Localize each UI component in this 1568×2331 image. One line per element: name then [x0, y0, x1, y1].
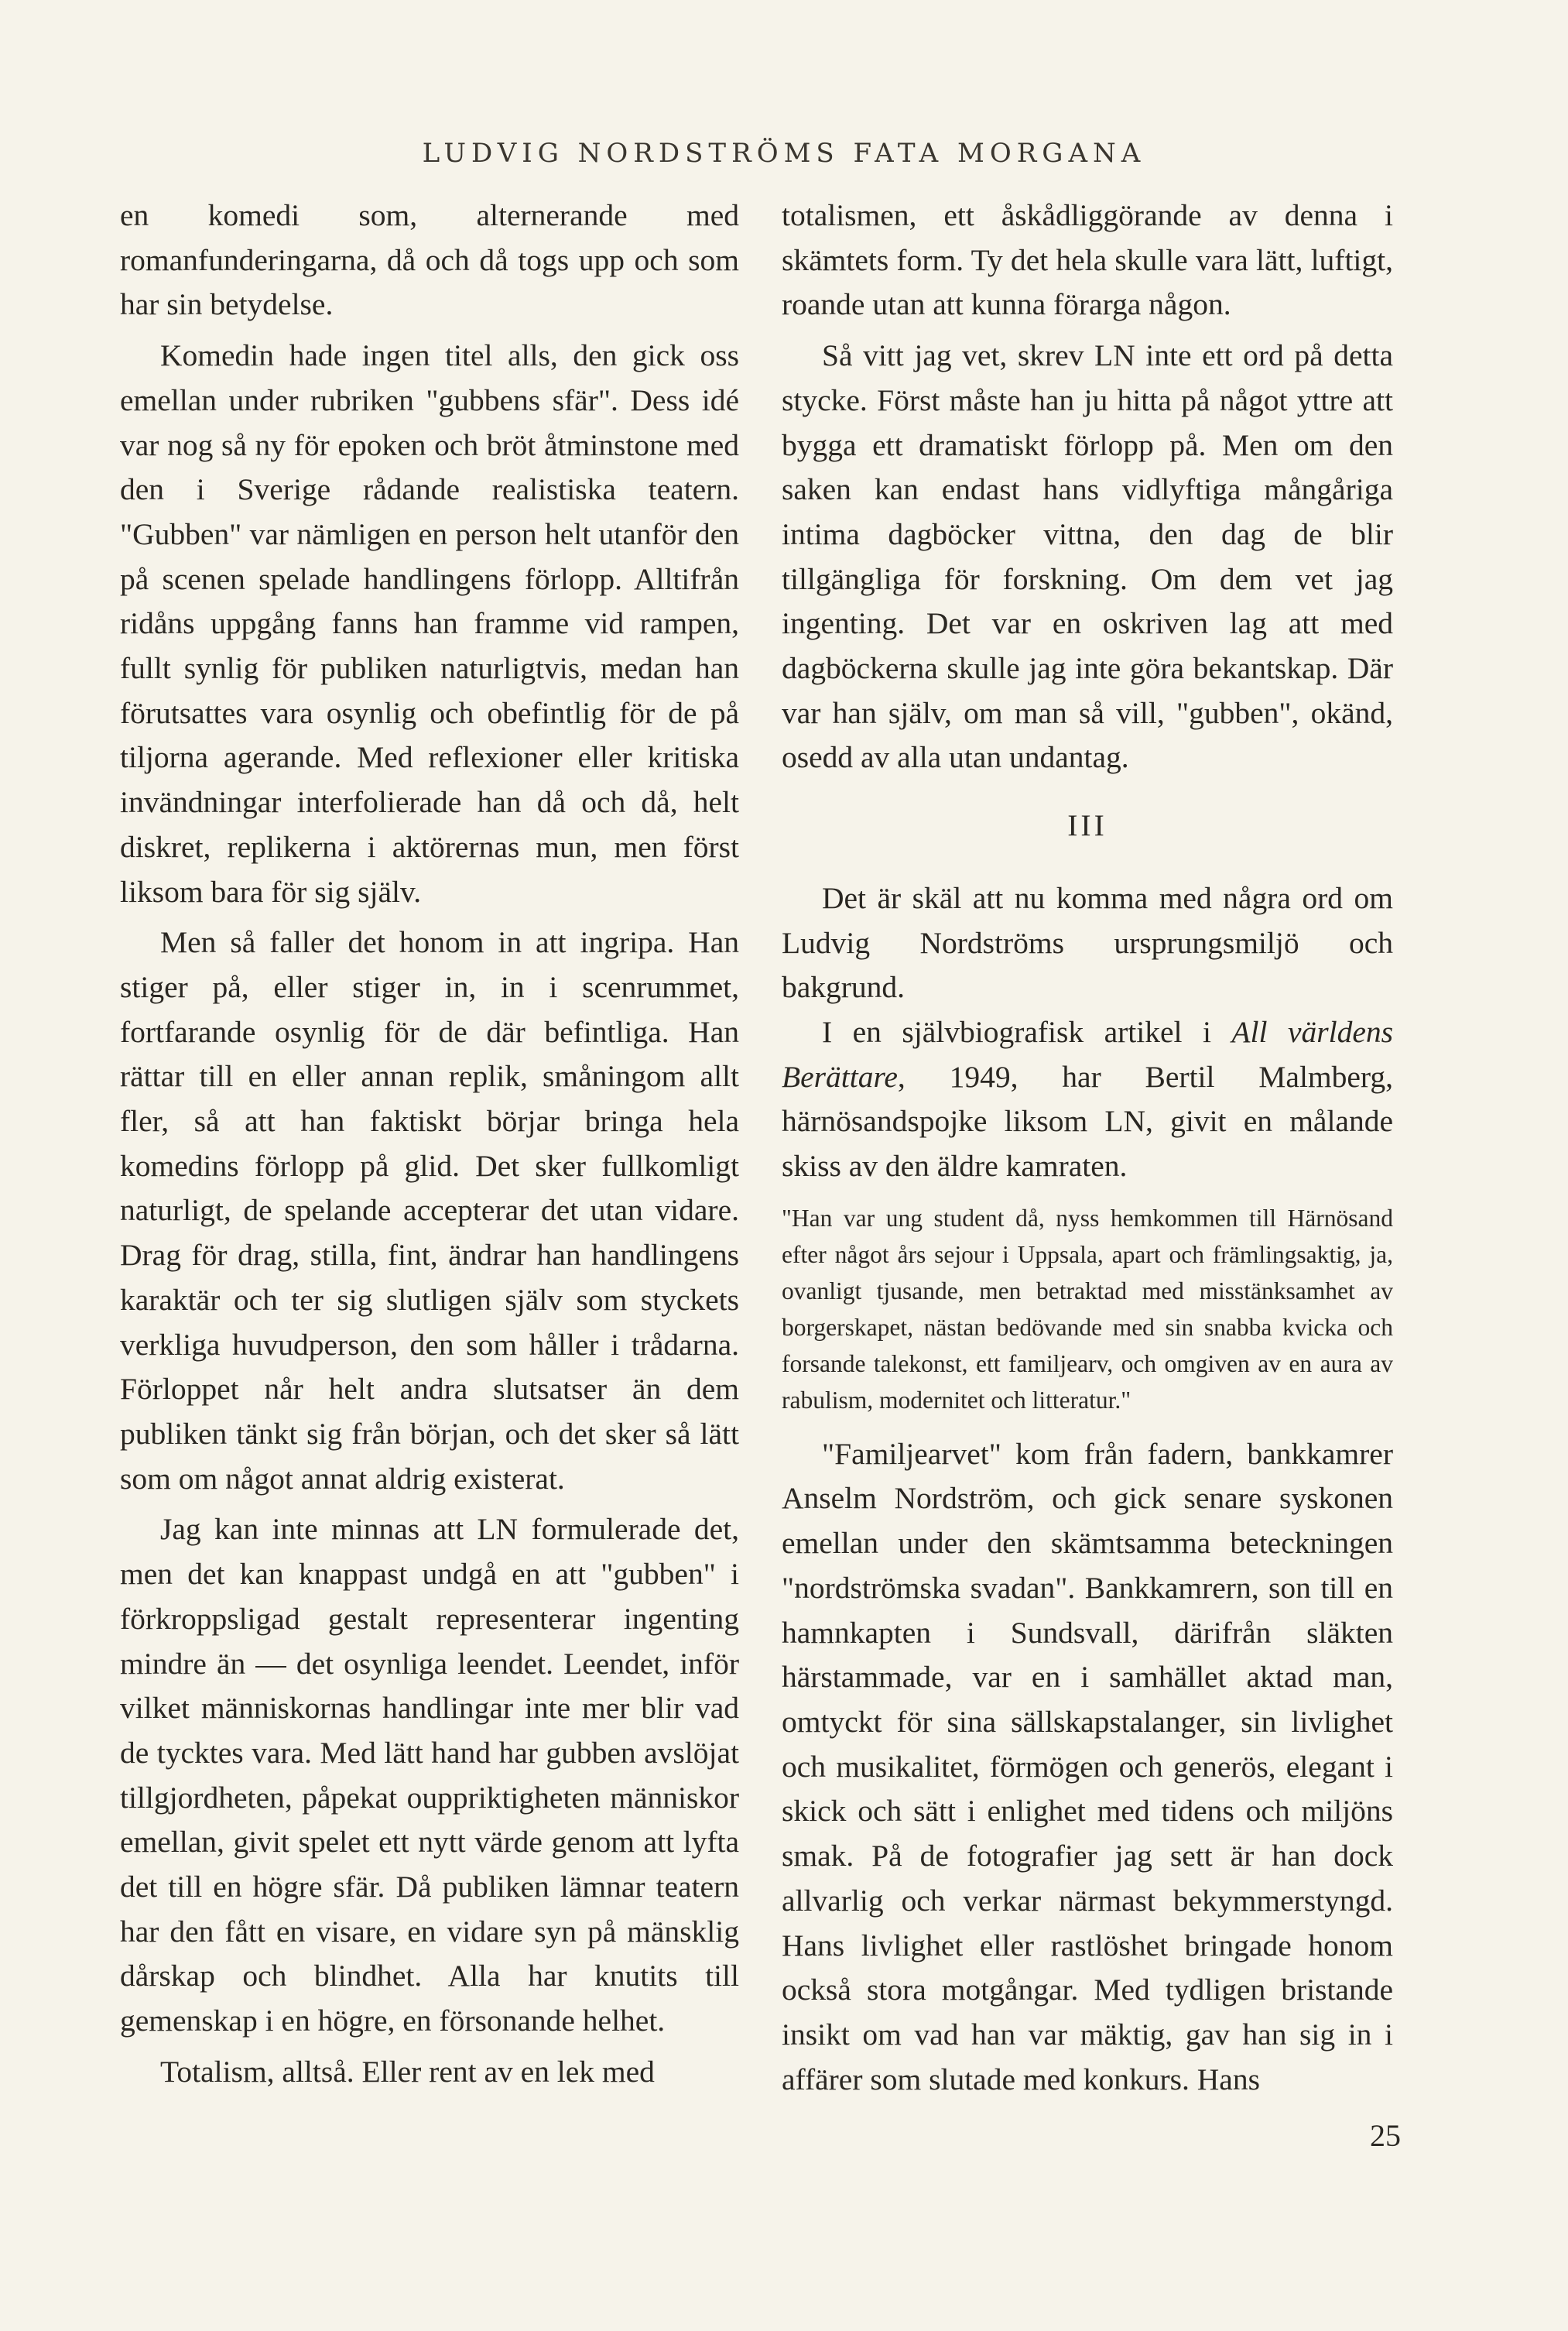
left-paragraph-1: en komedi som, alternerande med romanfunderingarna, då och då togs upp och som har sin betydelse. [120, 198, 739, 322]
right-column [782, 194, 1393, 2102]
left-column [120, 194, 739, 2095]
paragraph-4-text-after: , 1949, har Bertil Malmberg, härnösandspojke liksom LN, givit en målande skiss av den äldre kamraten. [782, 1059, 1393, 1184]
left-paragraph-2: Komedin hade ingen titel alls, den gick oss emellan under rubriken "gubbens sfär". Dess idé var nog så ny för epoken och bröt åtminstone med den i Sverige rådande realistiska teatern. "Gubben" var nämligen en person helt utanför den på scenen spelade handlingens förlopp. Alltifrån ridåns uppgång fanns han framme vid rampen, fullt synlig för publiken naturligtvis, medan han förutsattes vara osynlig och obefintlig för de på tiljorna agerande. Med reflexioner eller kritiska invändningar interfolierade han då och då, helt diskret, replikerna i aktörernas mun, men först liksom bara för sig själv. [120, 338, 739, 909]
left-paragraph-5: Totalism, alltså. Eller rent av en lek med [160, 2054, 655, 2089]
paragraph-4-text-before: I en självbiografisk artikel i [822, 1014, 1232, 1049]
right-paragraph-3: Det är skäl att nu komma med några ord om Ludvig Nordströms ursprungsmiljö och bakgrund. [782, 880, 1393, 1005]
publication-title: All världens Berättare [782, 1014, 1393, 1094]
right-paragraph-2: Så vitt jag vet, skrev LN inte ett ord på detta stycke. Först måste han ju hitta på något yttre att bygga ett dramatiskt förlopp på. Men om den saken kan endast hans vidlyftiga mångåriga intima dagböcker vittna, den dag de blir tillgängliga för forskning. Om dem vet jag ingenting. Det var en oskriven lag att med dagböckerna skulle jag inte göra bekantskap. Där var han själv, om man så vill, "gubben", okänd, osedd av alla utan undantag. [782, 338, 1393, 775]
section-heading: III [1067, 808, 1108, 843]
page-number: 25 [1370, 2118, 1401, 2153]
block-quote: "Han var ung student då, nyss hemkommen till Härnösand efter något års sejour i Uppsala, apart och främlingsaktig, ja, ovanligt tjusande, men betraktad med misstänksamhet av borgerskapet, nästan bedövande med sin snabba kvicka och forsande talekonst, ett familjearv, och omgiven av en aura av rabulism, modernitet och litteratur." [782, 1204, 1393, 1414]
left-paragraph-3: Men så faller det honom in att ingripa. Han stiger på, eller stiger in, in i scenrummet, fortfarande osynlig för de där befintliga. Han rättar till en eller annan replik, småningom allt fler, så att han faktiskt börjar bringa hela komedins förlopp på glid. Det sker fullkomligt naturligt, de spelande accepterar det utan vidare. Drag för drag, stilla, fint, ändrar han handlingens karaktär och ter sig slutligen själv som styckets verkliga huvudperson, den som håller i trådarna. Förloppet når helt andra slutsatser än dem publiken tänkt sig från början, och det sker så lätt som om något annat aldrig existerat. [120, 925, 739, 1496]
right-paragraph-5: "Familjearvet" kom från fadern, bankkamrer Anselm Nordström, och gick senare syskonen emellan under den skämtsamma beteckningen "nordströmska svadan". Bankkamrern, son till en hamnkapten i Sundsvall, därifrån släkten härstammade, var en i samhället aktad man, omtyckt för sina sällskapstalanger, sin livlighet och musikalitet, förmögen och generös, elegant i skick och sätt i enlighet med tidens och miljöns smak. På de fotografier jag sett är han dock allvarlig och verkar närmast bekymmerstyngd. Hans livlighet eller rastlöshet bringade honom också stora motgångar. Med tydligen bristande insikt om vad han var mäktig, gav han sig in i affärer som slutade med konkurs. Hans [782, 1436, 1393, 2096]
left-paragraph-4: Jag kan inte minnas att LN formulerade det, men det kan knappast undgå en att "gubben" i förkroppsligad gestalt representerar ingenting mindre än — det osynliga leendet. Leendet, inför vilket människornas handlingar inte mer blir vad de tycktes vara. Med lätt hand har gubben avslöjat tillgjordheten, påpekat ouppriktigheten människor emellan, givit spelet ett nytt värde genom att lyfta det till en högre sfär. Då publiken lämnar teatern har den fått en visare, en vidare syn på mänsklig dårskap och blindhet. Alla har knutits till gemenskap i en högre, en försonande helhet. [120, 1512, 739, 2038]
running-head: LUDVIG NORDSTRÖMS FATA MORGANA [422, 138, 1146, 169]
right-paragraph-1: totalismen, ett åskådliggörande av denna i skämtets form. Ty det hela skulle vara lätt, luftigt, roande utan att kunna förarga någon. [782, 198, 1393, 322]
right-paragraph-4 [782, 1010, 1393, 1189]
